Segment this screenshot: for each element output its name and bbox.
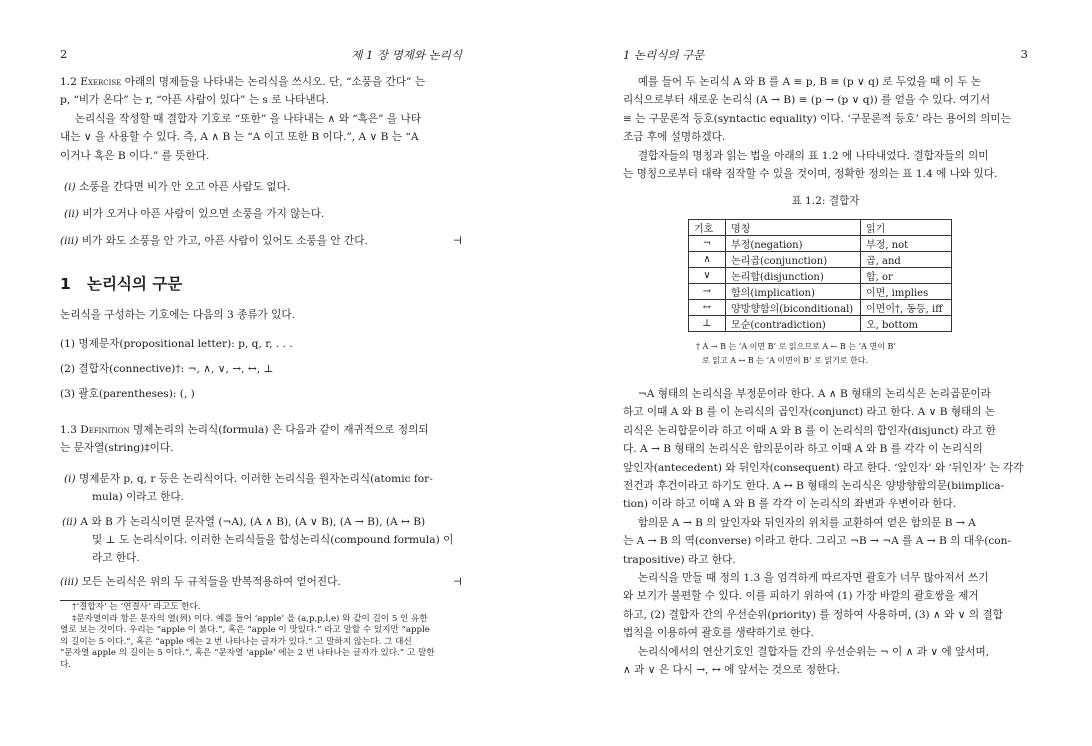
definition-items <box>60 470 462 595</box>
text-line: 함의문 A → B 의 앞인자와 뒤인자의 위치를 교환하여 얻은 함의문 B → A <box>637 516 976 529</box>
footnote-ddagger-line: ‡문자열이라 함은 문자의 열(列) 이다. 예를 들어 ‘apple’ 을 (a,p,p,l,e) 와 같이 길이 5 인 유한 <box>72 613 428 624</box>
footnote-rule <box>60 600 182 601</box>
table-row <box>689 300 952 316</box>
right-page <box>546 0 1092 746</box>
text-line: 하고, (2) 결합자 간의 우선순위(priority) 를 정하여 사용하며, (3) ∧ 와 ∨ 의 결합 <box>623 608 1003 621</box>
intro-text: 논리식을 구성하는 기호에는 다음의 3 종류가 있다. <box>60 309 295 321</box>
text-line: 리식으로부터 새로운 논리식 (A → B) ≡ (p → (p ∨ q)) 를 얻을 수 있다. 여기서 <box>623 94 991 107</box>
item-text: 명제문자(propositional letter): p, q, r, . . . <box>78 338 293 350</box>
item-number: (i) <box>64 181 76 193</box>
name-cell: 부정(negation) <box>726 236 861 252</box>
list-item-continuation: mula) 이라고 한다. <box>92 491 184 503</box>
list-item <box>60 385 195 403</box>
name-cell: 함의(implication) <box>726 284 861 300</box>
item-text: 소풍을 간다면 비가 안 오고 아픈 사람도 없다. <box>79 181 291 193</box>
table-note-line: 로 읽고 A ↔ B 는 ‘A 이면이 B’ 로 읽기로 한다. <box>702 356 869 365</box>
footnote-dagger: †‘결합자’ 는 ‘연결사’ 라고도 한다. <box>72 602 201 612</box>
header-cell: 읽기 <box>861 220 952 236</box>
text-line: 전건과 후건이라고 하기도 한다. A ↔ B 형태의 논리식은 양방향함의문(biimplica- <box>623 480 1005 493</box>
reading-cell: 이면, implies <box>861 284 952 300</box>
name-cell: 모순(contradiction) <box>726 316 861 332</box>
symbol-cell: ↔ <box>689 300 726 316</box>
text-line: 조금 후에 설명하겠다. <box>623 131 726 144</box>
text-line: 하고 이때 A 와 B 를 이 논리식의 곱인자(conjunct) 라고 한다. A ∨ B 형태의 논 <box>623 406 996 419</box>
definition-block <box>60 421 462 458</box>
exercise-text-line: 아래의 명제들을 나타내는 논리식을 쓰시오. 단, “소풍을 간다” 는 <box>124 76 426 88</box>
table-row <box>689 268 952 284</box>
paragraph <box>623 385 1028 680</box>
intro-paragraph <box>60 306 462 324</box>
text-line: 다. A → B 형태의 논리식은 함의문이라 하고 이때 A 와 B 를 각각 이 논리식의 <box>623 443 983 456</box>
table-row <box>689 316 952 332</box>
symbol-cell: ⊥ <box>689 316 726 332</box>
running-head: 1 논리식의 구문 <box>623 48 705 62</box>
text-line: tion) 이라 하고 이때 A 와 B 를 각각 이 논리식의 좌변과 우변이라 한다. <box>623 498 957 511</box>
text-line: ¬A 형태의 논리식을 부정문이라 한다. A ∧ B 형태의 논리식은 논리곱문이라 <box>637 388 991 400</box>
item-text: 비가 오거나 아픈 사람이 있으면 소풍을 가지 않는다. <box>82 208 325 220</box>
item-number: (ii) <box>64 208 80 220</box>
text-line: 는 A → B 의 역(converse) 이라고 한다. 그리고 ¬B → ¬A 를 A → B 의 대우(con- <box>623 535 1012 548</box>
exercise-label: 1.2 Exercise <box>60 76 122 88</box>
end-mark: ⊣ <box>452 576 462 588</box>
page-number: 3 <box>1020 47 1028 61</box>
table-caption: 표 1.2: 결합자 <box>791 195 860 207</box>
connectives-table <box>688 219 952 332</box>
text-line: 와 보기가 불편할 수 있다. 이를 피하기 위하여 (1) 가장 바깥의 괄호쌍을 제거 <box>623 590 979 603</box>
list-item <box>64 470 433 488</box>
symbol-cell: ∧ <box>689 252 726 268</box>
footnotes <box>60 602 462 672</box>
section-title: 논리식의 구문 <box>87 275 183 293</box>
end-mark: ⊣ <box>452 235 462 247</box>
text-line: ≡ 는 구문론적 등호(syntactic equality) 이다. ‘구문론적 등호’ 라는 용어의 의미는 <box>623 112 1011 125</box>
table-note <box>696 340 896 368</box>
exercise-block <box>60 73 462 165</box>
list-item <box>62 513 425 531</box>
text-line: 결합자들의 명칭과 읽는 법을 아래의 표 1.2 에 나타내었다. 결합자들의 의미 <box>637 149 989 162</box>
footnote-ddagger-line: 열로 보는 것이다. 우리는 “apple 이 붉다.”, 혹은 “apple 이 맛있다.” 라고 말할 수 있지만 “apple <box>60 625 430 636</box>
header-cell: 명칭 <box>726 220 861 236</box>
section-number: 1 <box>60 275 71 293</box>
definition-text-line: 명제논리의 논리식(formula) 은 다음과 같이 재귀적으로 정의되 <box>133 424 429 436</box>
symbol-kinds-list <box>60 335 462 415</box>
list-item-continuation: 라고 한다. <box>92 552 140 564</box>
page-number: 2 <box>60 47 68 61</box>
exercise-text-line: 논리식을 작성할 때 결합자 기호로 “또한” 을 나타내는 ∧ 와 “혹은” 을 나타 <box>74 112 421 125</box>
item-text: 모든 논리식은 위의 두 규칙들을 반복적용하여 얻어진다. <box>81 576 341 588</box>
list-item <box>60 360 273 378</box>
item-text: 괄호(parentheses): (, ) <box>78 388 195 400</box>
name-cell: 논리합(disjunction) <box>726 268 861 284</box>
item-number: (2) <box>60 363 76 375</box>
text-line: ∧ 과 ∨ 은 다시 →, ↔ 에 앞서는 것으로 정한다. <box>623 664 840 677</box>
list-item-continuation: 및 ⊥ 도 논리식이다. 이러한 논리식들을 합성논리식(compound formula) 이 <box>92 534 454 546</box>
name-cell: 양방향함의(biconditional) <box>726 300 861 316</box>
symbol-cell: ¬ <box>689 236 726 252</box>
table-row <box>689 284 952 300</box>
text-line: 법칙을 이용하여 괄호를 생략하기로 한다. <box>623 627 814 640</box>
table-header-row <box>689 220 952 236</box>
item-number: (i) <box>64 473 76 485</box>
section-heading <box>60 272 182 294</box>
text-line: 앞인자(antecedent) 와 뒤인자(consequent) 라고 한다. ‘앞인자’ 와 ‘뒤인자’ 는 각각 <box>623 461 1024 474</box>
list-item <box>64 205 324 223</box>
item-number: (iii) <box>60 576 79 588</box>
symbol-cell: ∨ <box>689 268 726 284</box>
table-row <box>689 236 952 252</box>
footnote-ddagger-line: 의 길이는 5 이다.”, 혹은 “apple 에는 2 번 나타나는 글자가 있다.” 고 말하지 않는다. 그 대신 <box>60 636 412 647</box>
footnote-ddagger-line: 다. <box>60 659 72 670</box>
list-item <box>60 335 293 353</box>
exercise-items <box>60 178 462 258</box>
running-head: 제 1 장 명제와 논리식 <box>351 48 462 62</box>
text-line: 논리식을 만들 때 정의 1.3 을 엄격하게 따르자면 괄호가 너무 많아져서 쓰기 <box>637 572 989 585</box>
name-cell: 논리곱(conjunction) <box>726 252 861 268</box>
item-number: (1) <box>60 338 76 350</box>
paragraph <box>623 73 1028 183</box>
list-item <box>64 178 290 196</box>
item-text: 결합자(connective)†: ¬, ∧, ∨, →, ↔, ⊥ <box>78 363 274 375</box>
item-number: (3) <box>60 388 76 400</box>
reading-cell: 이면이†, 동등, iff <box>861 300 952 316</box>
reading-cell: 오, bottom <box>861 316 952 332</box>
exercise-text-line: p, “비가 온다” 는 r, “아픈 사람이 있다” 는 s 로 나타낸다. <box>60 94 330 107</box>
reading-cell: 합, or <box>861 268 952 284</box>
text-line: 리식은 논리합문이라 하고 이때 A 와 B 를 이 논리식의 합인자(disjunct) 라고 한 <box>623 424 996 437</box>
list-item <box>60 232 462 250</box>
text-line: 논리식에서의 연산기호인 결합자들 간의 우선순위는 ¬ 이 ∧ 과 ∨ 에 앞서며, <box>637 645 990 658</box>
header-cell: 기호 <box>689 220 726 236</box>
definition-text-line: 는 문자열(string)‡이다. <box>60 442 174 455</box>
item-text: A 와 B 가 논리식이면 문자열 (¬A), (A ∧ B), (A ∨ B), (A → B), (A ↔ B) <box>80 516 426 528</box>
table-row <box>689 252 952 268</box>
item-text: 비가 와도 소풍을 안 가고, 아픈 사람이 있어도 소풍을 안 간다. <box>81 235 368 247</box>
text-line: 예를 들어 두 논리식 A 와 B 를 A ≡ p, B ≡ (p ∨ q) 로 두었을 때 이 두 논 <box>637 76 982 88</box>
definition-label: 1.3 Definition <box>60 424 130 436</box>
reading-cell: 곱, and <box>861 252 952 268</box>
list-item <box>60 573 462 591</box>
symbol-cell: → <box>689 284 726 300</box>
footnote-ddagger-line: “문자열 apple 의 길이는 5 이다.”, 혹은 “문자열 ‘apple’ 에는 2 번 나타나는 글자가 있다.” 고 말한 <box>60 648 435 659</box>
item-text: 명제문자 p, q, r 등은 논리식이다. 이러한 논리식을 원자논리식(atomic for- <box>79 473 433 485</box>
text-line: trapositive) 라고 한다. <box>623 553 736 566</box>
table-note-line: † A → B 는 ‘A 이면 B’ 로 읽으므로 A ← B 는 ‘A 면이 B’ <box>696 342 896 351</box>
exercise-text-line: 내는 ∨ 을 사용할 수 있다. 즉, A ∧ B 는 “A 이고 또한 B 이다.”, A ∨ B 는 “A <box>60 131 419 144</box>
text-line: 는 명칭으로부터 대략 짐작할 수 있을 것이며, 정확한 정의는 표 1.4 에 나와 있다. <box>623 168 998 181</box>
item-number: (ii) <box>62 516 78 528</box>
exercise-text-line: 이거나 혹은 B 이다.” 를 뜻한다. <box>60 149 210 162</box>
reading-cell: 부정, not <box>861 236 952 252</box>
item-number: (iii) <box>60 235 79 247</box>
